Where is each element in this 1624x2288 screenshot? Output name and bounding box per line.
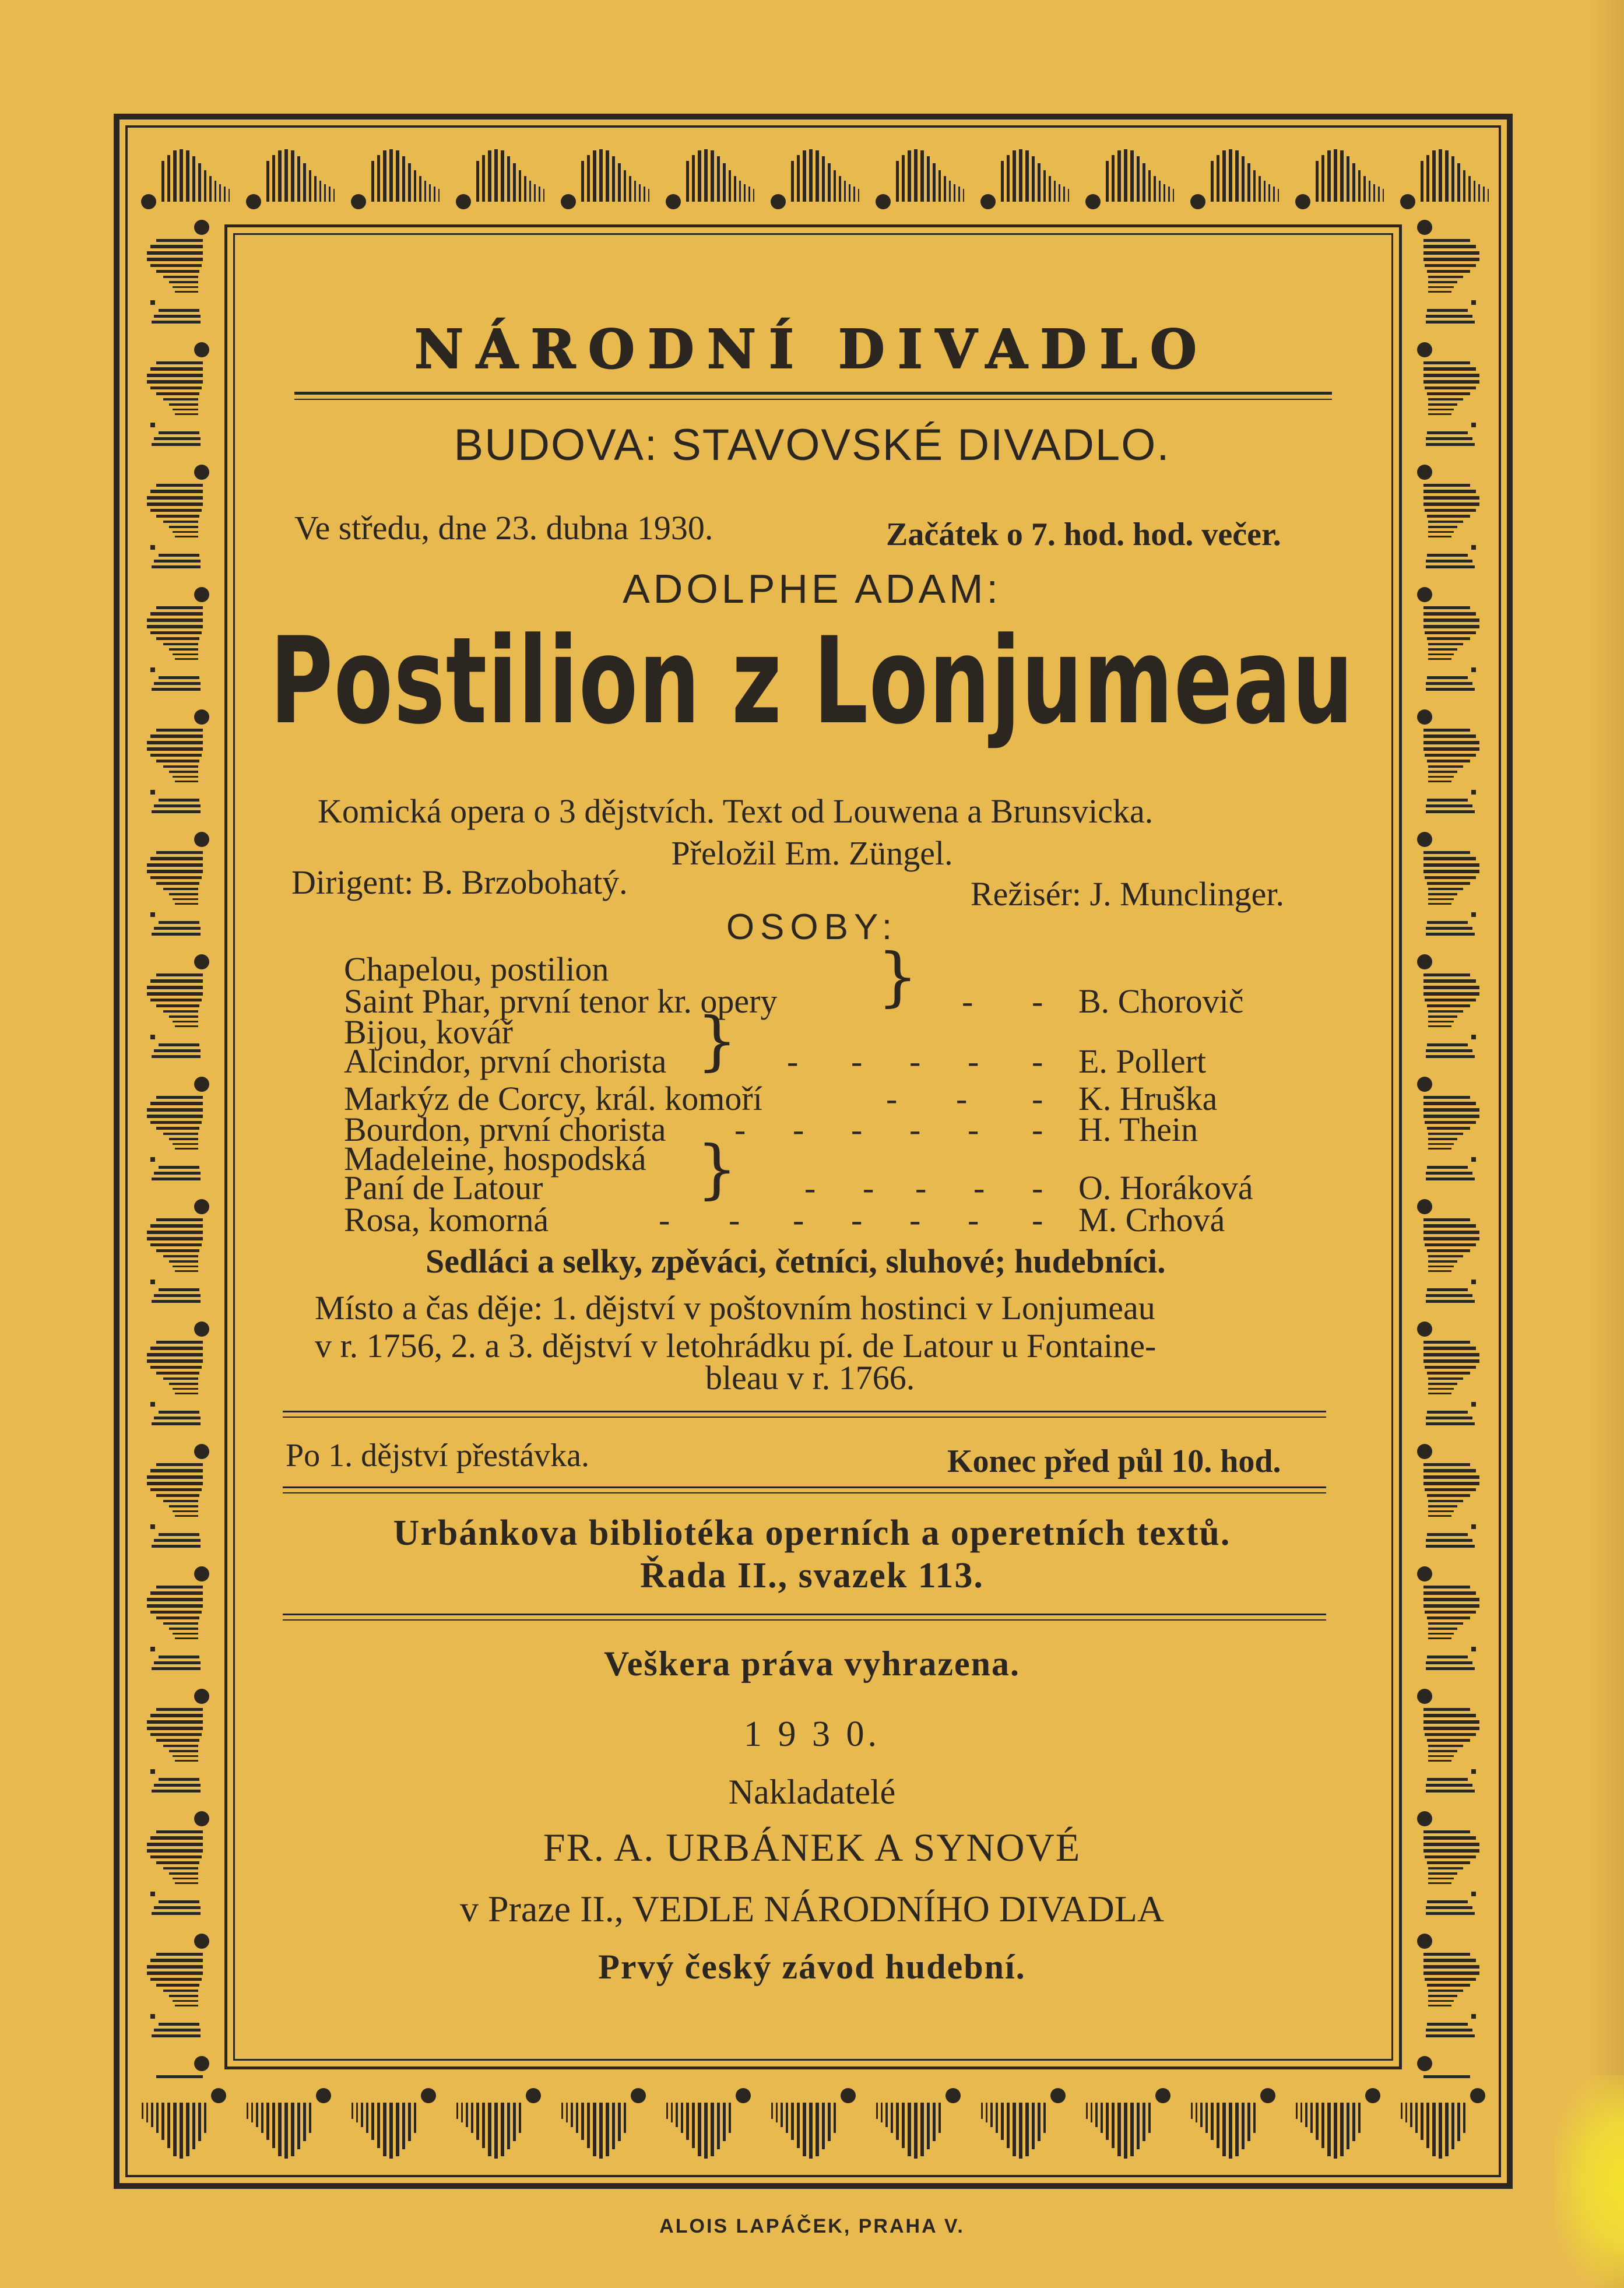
header-rule xyxy=(294,392,1332,395)
setting-line-1: Místo a čas děje: 1. dějství v poštovním hostinci v Lonjumeau xyxy=(315,1289,1155,1327)
publisher-address: v Praze II., VEDLE NÁRODNÍHO DIVADLA xyxy=(459,1888,1165,1929)
cast-dash: - xyxy=(915,1169,927,1207)
cast-dash: - xyxy=(909,1110,921,1148)
cast-brace: } xyxy=(697,1003,737,1078)
separator-rule xyxy=(283,1486,1326,1488)
performance-date: Ve středu, dne 23. dubna 1930. xyxy=(294,509,713,547)
cast-dash: - xyxy=(851,1201,863,1239)
header-rule-thin xyxy=(294,399,1332,400)
rights-notice: Veškera práva vyhrazena. xyxy=(603,1644,1021,1683)
cast-heading: OSOBY: xyxy=(726,907,898,947)
translator: Přeložil Em. Züngel. xyxy=(671,834,953,872)
cast-dash: - xyxy=(734,1110,746,1148)
setting-line-2: v r. 1756, 2. a 3. dějství v letohrádku pí. de Latour u Fontaine- xyxy=(315,1327,1157,1365)
theatre-name: NÁRODNÍ DIVADLO xyxy=(414,318,1210,381)
cast-dash: - xyxy=(886,1080,898,1117)
director: Režisér: J. Munclinger. xyxy=(971,875,1285,913)
cast-dash: - xyxy=(973,1169,985,1207)
cast-row xyxy=(344,1042,1277,1081)
cast-dash: - xyxy=(968,1042,979,1080)
building-name: BUDOVA: STAVOVSKÉ DIVADLO. xyxy=(454,420,1170,470)
cast-dash: - xyxy=(793,1201,804,1239)
publisher-name: FR. A. URBÁNEK A SYNOVÉ xyxy=(543,1825,1081,1869)
cast-role: Paní de Latour xyxy=(344,1169,543,1207)
cast-dash: - xyxy=(729,1201,740,1239)
composer: ADOLPHE ADAM: xyxy=(623,566,1001,611)
separator-rule-thin xyxy=(283,1492,1326,1493)
library-line-2: Řada II., svazek 113. xyxy=(640,1556,984,1595)
chorus-line: Sedláci a selky, zpěváci, četníci, sluhové; hudebníci. xyxy=(426,1242,1166,1280)
printer-credit: ALOIS LAPÁČEK, PRAHA V. xyxy=(659,2215,965,2237)
cast-brace: } xyxy=(697,1131,737,1206)
separator-rule xyxy=(283,1614,1326,1615)
cast-dash: - xyxy=(787,1042,799,1080)
cast-dash: - xyxy=(1032,1169,1043,1207)
cast-singer: M. Crhová xyxy=(1078,1201,1225,1239)
cast-role: Chapelou, postilion xyxy=(344,950,609,988)
ornament-top xyxy=(131,133,1495,220)
cast-singer: B. Chorovič xyxy=(1078,982,1244,1020)
paper-corner-highlight xyxy=(1554,2075,1624,2288)
cast-dash: - xyxy=(956,1080,968,1117)
library-line-1: Urbánkova bibliotéka operních a operetních textů. xyxy=(393,1513,1231,1553)
cast-singer: H. Thein xyxy=(1078,1110,1198,1148)
cast-dash: - xyxy=(1032,982,1043,1020)
cast-dash: - xyxy=(804,1169,816,1207)
cast-singer: O. Horáková xyxy=(1078,1169,1253,1207)
setting-line-3: bleau v r. 1766. xyxy=(705,1359,915,1397)
publisher-tagline: Prvý český závod hudební. xyxy=(598,1948,1026,1986)
opera-title: Postilion z Lonjumeau xyxy=(270,612,1354,751)
cast-singer: K. Hruška xyxy=(1078,1080,1218,1117)
end-time: Konec před půl 10. hod. xyxy=(947,1443,1281,1479)
cast-dash: - xyxy=(1032,1110,1043,1148)
publisher-label: Nakladatelé xyxy=(728,1773,896,1811)
separator-rule-thin xyxy=(283,1417,1326,1418)
separator-rule-thin xyxy=(283,1619,1326,1621)
cast-role: Saint Phar, první tenor kr. opery xyxy=(344,982,778,1020)
cast-brace: } xyxy=(877,939,918,1014)
start-time: Začátek o 7. hod. hod. večer. xyxy=(886,516,1281,553)
cast-dash: - xyxy=(851,1042,863,1080)
cast-dash: - xyxy=(1032,1080,1043,1117)
cast-dash: - xyxy=(1032,1042,1043,1080)
cast-dash: - xyxy=(909,1042,921,1080)
cast-singer: E. Pollert xyxy=(1078,1042,1207,1080)
cast-row xyxy=(344,1201,1277,1239)
cast-dash: - xyxy=(968,1201,979,1239)
cast-role: Madeleine, hospodská xyxy=(344,1140,646,1178)
cast-dash: - xyxy=(863,1169,874,1207)
cast-dash: - xyxy=(851,1110,863,1148)
separator-rule xyxy=(283,1411,1326,1412)
cast-dash: - xyxy=(909,1201,921,1239)
cast-role: Bourdon, první chorista xyxy=(344,1110,666,1148)
cast-dash: - xyxy=(659,1201,670,1239)
cast-role: Markýz de Corcy, král. komoří xyxy=(344,1080,762,1117)
ornament-bottom xyxy=(131,2078,1495,2171)
cast-role: Alcindor, první chorista xyxy=(344,1042,667,1080)
genre-line: Komická opera o 3 dějstvích. Text od Louwena a Brunsvicka. xyxy=(318,792,1154,830)
cast-dash: - xyxy=(962,982,973,1020)
cast-role: Rosa, komorná xyxy=(344,1201,549,1239)
cast-dash: - xyxy=(1032,1201,1043,1239)
conductor: Dirigent: B. Brzobohatý. xyxy=(291,863,628,901)
cast-dash: - xyxy=(968,1110,979,1148)
cast-dash: - xyxy=(793,1110,804,1148)
intermission: Po 1. dějství přestávka. xyxy=(286,1438,590,1474)
cast-role: Bijou, kovář xyxy=(344,1013,513,1051)
publication-year: 1 9 3 0. xyxy=(744,1714,880,1754)
